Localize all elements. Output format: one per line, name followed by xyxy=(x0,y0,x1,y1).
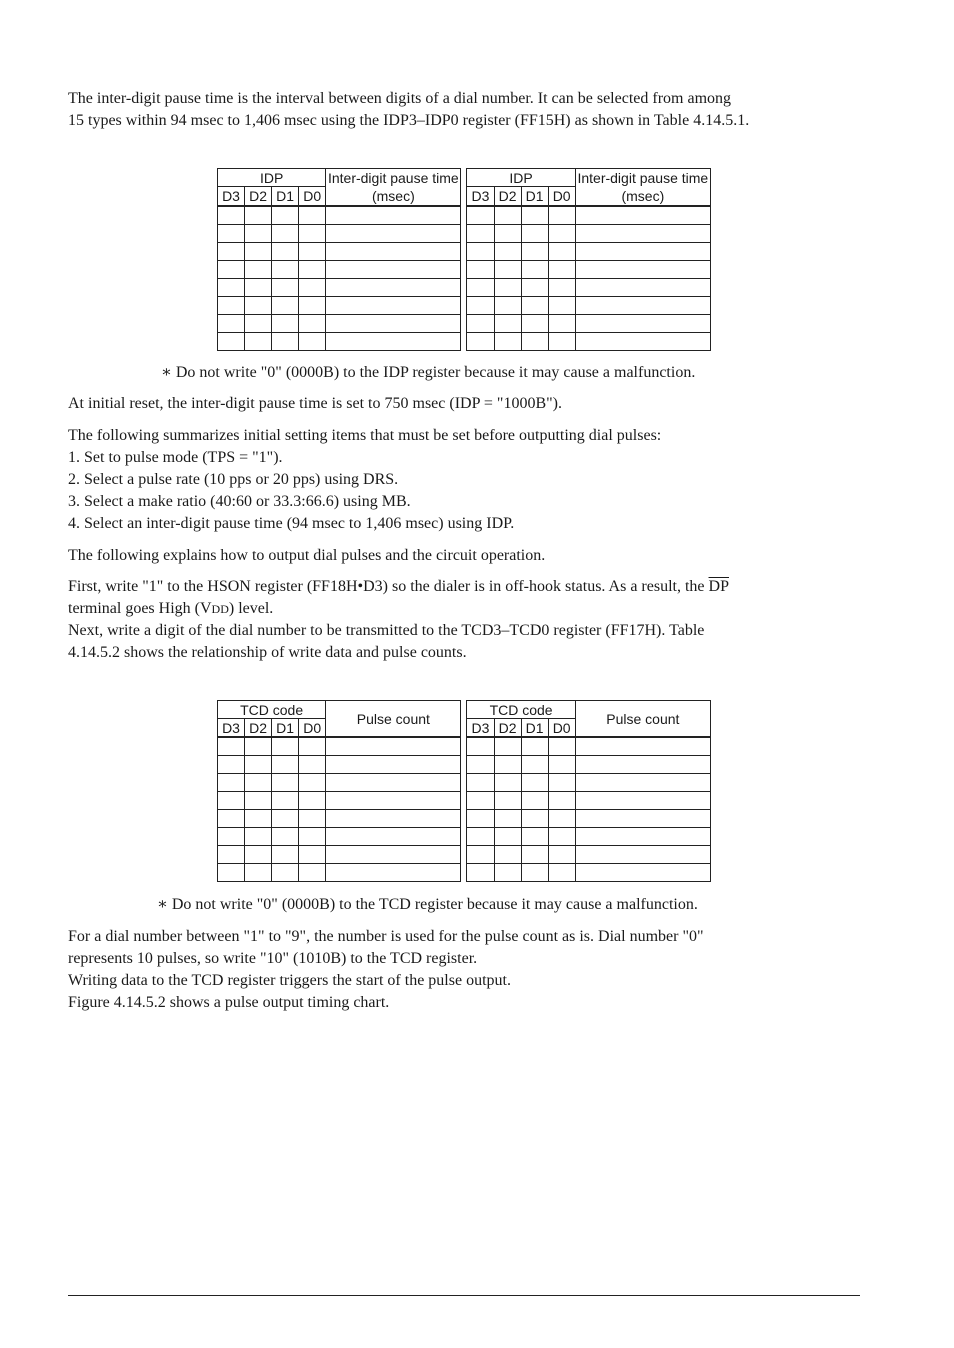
summary-line: 1. Set to pulse mode (TPS = "1"). xyxy=(68,449,283,466)
reset-paragraph: At initial reset, the inter-digit pause time is set to 750 msec (IDP = "1000B"). xyxy=(68,395,562,412)
hson-line-2a: terminal goes High (V xyxy=(68,600,212,617)
bit-header: D1 xyxy=(272,719,299,738)
bit-header: D0 xyxy=(548,187,575,206)
bit-header: D3 xyxy=(218,187,245,206)
closing-line: Figure 4.14.5.2 shows a pulse output timing chart. xyxy=(68,994,390,1011)
tcd-table xyxy=(217,700,711,882)
tcd-group-header-left: TCD code xyxy=(218,701,326,719)
hson-line-3: Next, write a digit of the dial number to be transmitted to the TCD3–TCD0 register (FF17H). Table xyxy=(68,622,705,639)
closing-line: For a dial number between "1" to "9", the number is used for the pulse count as is. Dial number "0" xyxy=(68,928,704,945)
summary-line: The following summarizes initial setting items that must be set before outputting dial pulses: xyxy=(68,427,662,444)
idp-group-header-right: IDP xyxy=(467,169,575,187)
bit-header: D2 xyxy=(245,187,272,206)
closing-line: Writing data to the TCD register triggers the start of the pulse output. xyxy=(68,972,511,989)
hson-paragraph xyxy=(68,576,868,664)
bit-header: D2 xyxy=(494,187,521,206)
bit-header: D0 xyxy=(299,719,326,738)
tcd-value-header-right: Pulse count xyxy=(575,701,710,738)
dp-terminal-label: $\overline{DP}$ xyxy=(708,578,729,595)
idp-value-header-right: Inter-digit pause time (msec) xyxy=(575,169,710,207)
hson-line-1: First, write "1" to the HSON register (FF18H•D3) so the dialer is in off-hook status. As a result, the xyxy=(68,578,709,595)
closing-line: represents 10 pulses, so write "10" (1010B) to the TCD register. xyxy=(68,950,478,967)
summary-paragraph xyxy=(68,425,868,535)
hson-line-2b: ) level. xyxy=(228,600,274,617)
idp-value-header-left: Inter-digit pause time (msec) xyxy=(326,169,461,207)
bit-header: D3 xyxy=(218,719,245,738)
tcd-value-header-left: Pulse count xyxy=(326,701,461,738)
bit-header: D0 xyxy=(299,187,326,206)
bit-header: D1 xyxy=(521,719,548,738)
bit-header: D0 xyxy=(548,719,575,738)
summary-line: 3. Select a make ratio (40:60 or 33.3:66.6) using MB. xyxy=(68,493,411,510)
bit-header: D2 xyxy=(245,719,272,738)
closing-paragraph xyxy=(68,926,868,1014)
explain-paragraph: The following explains how to output dial pulses and the circuit operation. xyxy=(68,547,546,564)
footer-rule xyxy=(68,1295,860,1296)
tcd-group-header-right: TCD code xyxy=(467,701,575,719)
tcd-note: ∗ Do not write "0" (0000B) to the TCD register because it may cause a malfunction. xyxy=(157,896,698,913)
bit-header: D1 xyxy=(521,187,548,206)
bit-header: D3 xyxy=(467,719,494,738)
intro-paragraph xyxy=(68,88,868,132)
idp-table xyxy=(217,168,711,351)
bit-header: D1 xyxy=(272,187,299,206)
bit-header: D3 xyxy=(467,187,494,206)
vdd-subscript: DD xyxy=(211,602,229,616)
summary-line: 4. Select an inter-digit pause time (94 msec to 1,406 msec) using IDP. xyxy=(68,515,515,532)
bit-header: D2 xyxy=(494,719,521,738)
idp-note: ∗ Do not write "0" (0000B) to the IDP register because it may cause a malfunction. xyxy=(161,364,696,381)
intro-line-1: The inter-digit pause time is the interval between digits of a dial number. It can be selected from among xyxy=(68,90,732,107)
hson-line-4: 4.14.5.2 shows the relationship of write data and pulse counts. xyxy=(68,644,467,661)
idp-group-header-left: IDP xyxy=(218,169,326,187)
summary-line: 2. Select a pulse rate (10 pps or 20 pps) using DRS. xyxy=(68,471,399,488)
intro-line-2: 15 types within 94 msec to 1,406 msec using the IDP3–IDP0 register (FF15H) as shown in Table 4.14.5.1. xyxy=(68,112,750,129)
